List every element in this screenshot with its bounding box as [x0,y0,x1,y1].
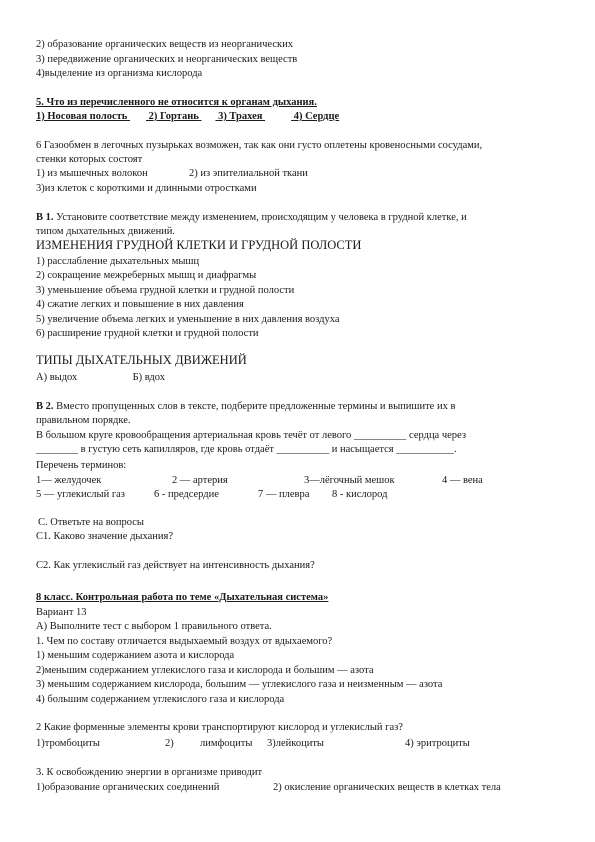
v13-q2-answer-2: лимфоциты [200,738,253,749]
q5-answer-1: 1) Носовая полость [36,111,128,122]
b1-item-5: 5) увеличение объема легких и уменьшение в них давления воздуха [36,314,340,325]
variant-title: 8 класс. Контрольная работа по теме «Дыхательная система» [36,592,329,603]
b2-term-5: 5 — углекислый газ [36,489,125,500]
question-5-answers [36,110,339,123]
v13-q3: 3. К освобождению энергии в организме приводит [36,767,263,778]
b2-label: В 2. [36,401,54,412]
b1-type-b: Б) вдох [132,372,165,383]
v13-q1-answer-1: 1) меньшим содержанием азота и кислорода [36,650,235,661]
q6-answer-1: 1) из мышечных волокон [36,168,148,179]
option-4: 4)выделение из организма кислорода [36,68,203,79]
question-5: 5. Что из перечисленного не относится к органам дыхания. [36,97,317,108]
v13-q1: 1. Чем по составу отличается выдыхаемый воздух от вдыхаемого? [36,636,333,647]
b2-line1 [36,400,455,413]
v13-q2-answer-4: 4) эритроциты [405,738,470,749]
v13-q1-answer-3: 3) меньшим содержанием кислорода, большим — углекислого газа и неизменным — азота [36,679,443,690]
b2-instruction: Вместо пропущенных слов в тексте, подберите предложенные термины и выпишите их в [56,401,456,412]
c2-question: С2. Как углекислый газ действует на интенсивность дыхания? [36,560,315,571]
b2-term-6: 6 - предсердие [154,489,219,500]
v13-q2-answer-2-num: 2) [165,738,174,749]
option-2: 2) образование органических веществ из неорганических [36,39,293,50]
b2-term-7: 7 — плевра [258,489,310,500]
b1-types-row [36,371,165,384]
v13-q3-answer-1: 1)образование органических соединений [36,782,220,793]
b1-instruction: Установите соответствие между изменением, происходящим у человека в грудной клетке, и [56,212,467,223]
b1-item-1: 1) расслабление дыхательных мышц [36,256,200,267]
b1-item-3: 3) уменьшение объема грудной клетки и грудной полости [36,285,295,296]
b1-item-6: 6) расширение грудной клетки и грудной полости [36,328,259,339]
q5-answer-3: 3) Трахея [218,111,263,122]
b1-line1 [36,211,467,224]
b1-label: В 1. [36,212,54,223]
b2-term-3: 3—лёгочный мешок [304,475,395,486]
v13-q3-answer-2: 2) окисление органических веществ в клетках тела [273,782,501,793]
b1-item-2: 2) сокращение межреберных мышц и диафрагмы [36,270,257,281]
b1-line2: типом дыхательных движений. [36,226,176,237]
b2-line3: В большом круге кровообращения артериальная кровь течёт от левого __________ сердца через [36,430,466,441]
c1-question: С1. Каково значение дыхания? [36,531,173,542]
q6-answer-2: 2) из эпителиальной ткани [188,168,308,179]
v13-q1-answer-2: 2)меньшим содержанием углекислого газа и кислорода и большим — азота [36,665,374,676]
q5-answer-4: 4) Сердце [293,111,340,122]
b1-heading: ИЗМЕНЕНИЯ ГРУДНОЙ КЛЕТКИ И ГРУДНОЙ ПОЛОСТИ [36,238,362,252]
b2-term-2: 2 — артерия [172,475,228,486]
v13-q2: 2 Какие форменные элементы крови транспортируют кислород и углекислый газ? [36,722,403,733]
v13-q2-answer-1: 1)тромбоциты [36,738,100,749]
question-6-line1: 6 Газообмен в легочных пузырьках возможен, так как они густо оплетены кровеносными сосудами, [36,140,483,151]
variant-number: Вариант 13 [36,607,87,618]
q6-answers-row [36,167,308,180]
b2-line4: ________ в густую сеть капилляров, где кровь отдаёт __________ и насыщается ___________. [36,444,457,455]
b1-item-4: 4) сжатие легких и повышение в них давления [36,299,244,310]
question-6-line2: стенки которых состоят [36,154,143,165]
v13-q2-answer-3: 3)лейкоциты [267,738,324,749]
c-heading: С. Ответьте на вопросы [38,517,144,528]
b2-term-1: 1— желудочек [36,475,102,486]
variant-instruction: А) Выполните тест с выбором 1 правильного ответа. [36,621,272,632]
q5-answer-2: 2) Гортань [148,111,199,122]
b2-line2: правильном порядке. [36,415,131,426]
v13-q1-answer-4: 4) большим содержанием углекислого газа и кислорода [36,694,285,705]
b2-term-4: 4 — вена [442,475,483,486]
b2-term-8: 8 - кислород [332,489,388,500]
b1-type-a: А) выдох [36,372,78,383]
q6-answer-3: 3)из клеток с короткими и длинными отростками [36,183,257,194]
b1-types-heading: ТИПЫ ДЫХАТЕЛЬНЫХ ДВИЖЕНИЙ [36,353,247,367]
b2-terms-heading: Перечень терминов: [36,460,127,471]
option-3: 3) передвижение органических и неорганических веществ [36,54,298,65]
